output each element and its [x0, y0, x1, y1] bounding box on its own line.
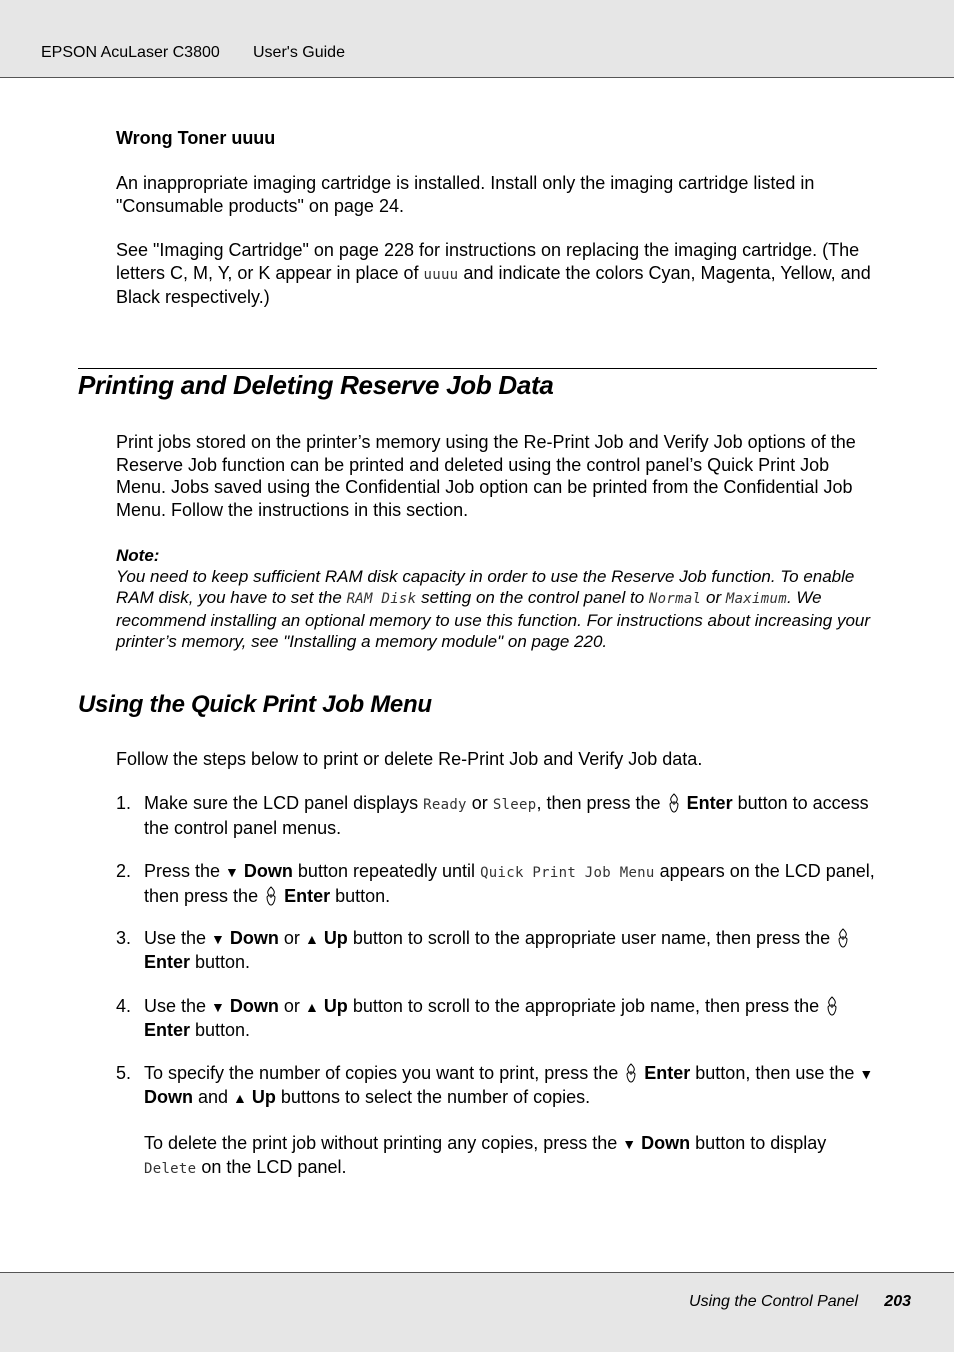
- down-arrow-icon: ▼: [859, 1066, 874, 1082]
- subsection-title: Using the Quick Print Job Menu: [78, 691, 432, 718]
- enter-icon: [668, 792, 680, 814]
- step-2: 2. Press the ▼ Down button repeatedly until Quick Print Job Menu appears on the LCD panel, then press the Enter button.: [116, 861, 875, 906]
- up-arrow-icon: ▲: [233, 1089, 247, 1106]
- footer-section-title: Using the Control Panel: [689, 1293, 858, 1310]
- section-intro: Print jobs stored on the printer’s memory using the Re-Print Job and Verify Job options of the Reserve Job function can be printed and deleted using the control panel’s Quick Print Job Menu. Jobs saved using the Confidential Job option can be printed from the Confidential Job Menu. Follow the instructions in this section.: [116, 432, 856, 520]
- lcd-code: uuuu: [423, 266, 459, 283]
- step-3: 3. Use the ▼ Down or ▲ Up button to scroll to the appropriate user name, then press the Enter button.: [116, 927, 878, 973]
- step-1: 1. Make sure the LCD panel displays Ready or Sleep, then press the Enter button to access the control panel menus.: [116, 793, 869, 838]
- product-name: EPSON AcuLaser C3800: [41, 44, 220, 61]
- note-block: [116, 545, 878, 652]
- down-arrow-icon: ▼: [622, 1136, 637, 1152]
- step-5-delete-text: To delete the print job without printing any copies, press the ▼ Down button to display Delete on the LCD panel.: [144, 1133, 827, 1177]
- section-rule: [78, 368, 877, 369]
- guide-title: User's Guide: [253, 44, 345, 61]
- enter-icon: [265, 885, 277, 907]
- page-number: 203: [884, 1293, 911, 1310]
- step-5: 5. To specify the number of copies you want to print, press the Enter button, then use the ▼ Down and ▲ Up buttons to select the number of copies. To delete the print job without printing any copies, press the ▼ Down button to display Delete on the LCD panel.: [116, 1062, 878, 1180]
- enter-icon: [837, 927, 849, 949]
- enter-icon: [826, 995, 838, 1017]
- enter-icon: [625, 1062, 637, 1084]
- note-label: Note:: [116, 546, 160, 565]
- subsection-intro: Follow the steps below to print or delete Re-Print Job and Verify Job data.: [116, 749, 703, 769]
- down-arrow-icon: ▼: [211, 931, 225, 947]
- page-header: [0, 0, 954, 78]
- step-4: 4. Use the ▼ Down or ▲ Up button to scroll to the appropriate job name, then press the Enter button.: [116, 995, 878, 1041]
- up-arrow-icon: ▲: [304, 931, 319, 947]
- page-footer: [0, 1272, 954, 1352]
- wrong-toner-paragraph-1: An inappropriate imaging cartridge is installed. Install only the imaging cartridge listed in "Consumable products" on page 24.: [116, 173, 815, 216]
- up-arrow-icon: ▲: [304, 999, 319, 1015]
- section-title: Printing and Deleting Reserve Job Data: [78, 370, 554, 400]
- down-arrow-icon: ▼: [225, 864, 239, 880]
- wrong-toner-title: Wrong Toner uuuu: [116, 128, 276, 148]
- down-arrow-icon: ▼: [211, 999, 225, 1015]
- note-text: You need to keep sufficient RAM disk capacity in order to use the Reserve Job function. To enable RAM disk, you have to set the RAM Disk setting on the control panel to Normal or Maximum. We recommend installing an optional memory to use this function. For instructions about increasing your printer’s memory, see "Installing a memory module" on page 220.: [116, 567, 871, 651]
- wrong-toner-paragraph-2: See "Imaging Cartridge" on page 228 for instructions on replacing the imaging cartridge. (The letters C, M, Y, or K appear in place of uuuu and indicate the colors Cyan, Magenta, Yellow, and Black respectively.): [116, 240, 871, 307]
